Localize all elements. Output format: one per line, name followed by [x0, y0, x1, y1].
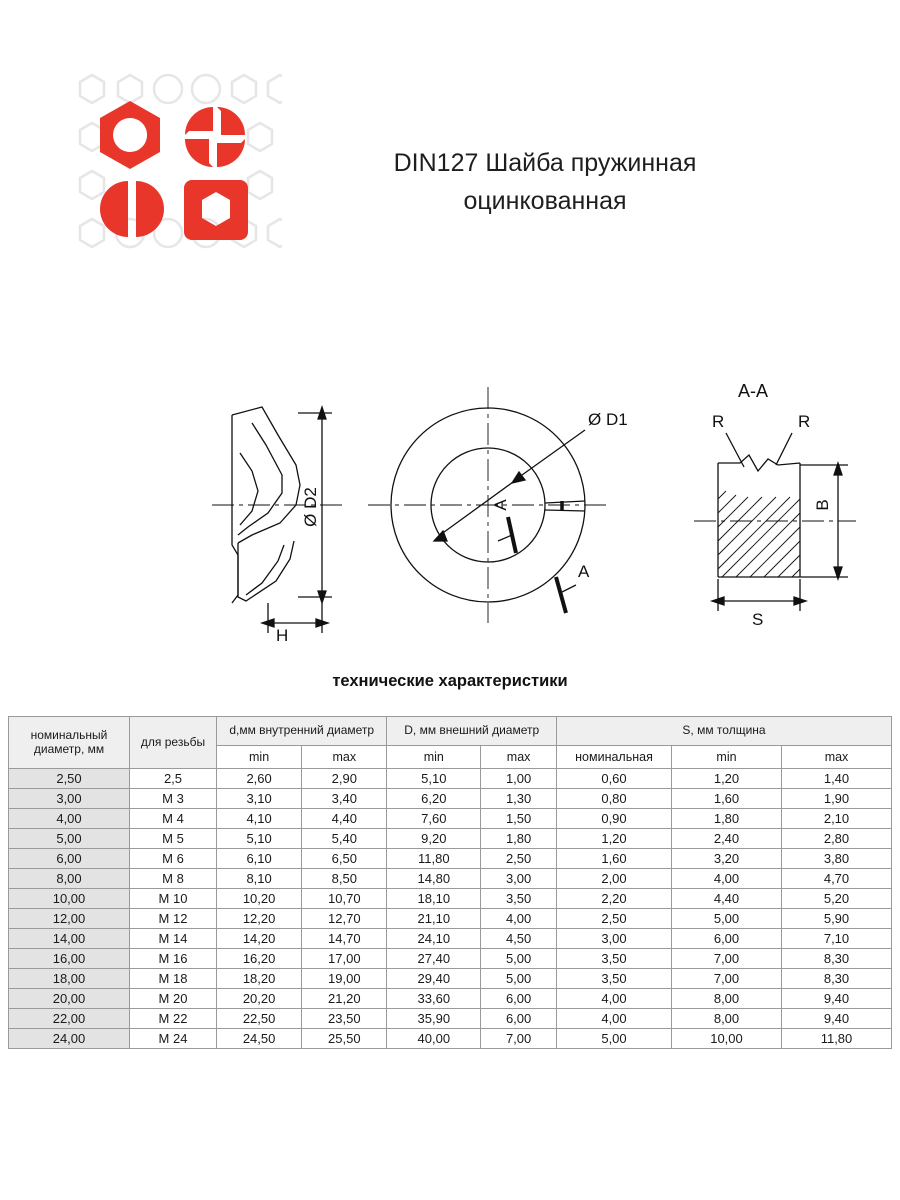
- table-row: [9, 989, 892, 1009]
- table-cell: 9,20: [387, 829, 481, 849]
- table-cell: 2,40: [672, 829, 782, 849]
- table-cell: 22,50: [217, 1009, 302, 1029]
- label-a-bottom: A: [578, 562, 590, 581]
- table-cell: 6,20: [387, 789, 481, 809]
- table-cell: М 20: [130, 989, 217, 1009]
- table-cell: 18,00: [9, 969, 130, 989]
- table-cell: М 22: [130, 1009, 217, 1029]
- table-cell: 2,10: [782, 809, 892, 829]
- table-cell: 8,00: [9, 869, 130, 889]
- table-cell: 10,70: [302, 889, 387, 909]
- page-header: [0, 40, 900, 260]
- page-title-line2: оцинкованная: [463, 186, 627, 215]
- table-cell: 18,10: [387, 889, 481, 909]
- table-cell: 21,20: [302, 989, 387, 1009]
- table-cell: 19,00: [302, 969, 387, 989]
- table-cell: 6,00: [481, 989, 557, 1009]
- page-title-line1: DIN127 Шайба пружинная: [393, 149, 697, 177]
- table-cell: 33,60: [387, 989, 481, 1009]
- table-cell: 5,00: [9, 829, 130, 849]
- spec-table-wrap: [8, 716, 892, 1049]
- table-cell: 6,00: [481, 1009, 557, 1029]
- table-cell: 7,00: [672, 969, 782, 989]
- table-cell: 23,50: [302, 1009, 387, 1029]
- table-cell: 14,00: [9, 929, 130, 949]
- table-cell: 10,20: [217, 889, 302, 909]
- table-cell: 0,60: [557, 769, 672, 789]
- table-cell: 5,00: [557, 1029, 672, 1049]
- table-cell: М 5: [130, 829, 217, 849]
- spec-table: [8, 716, 892, 1049]
- label-r-left: R: [712, 412, 725, 431]
- table-cell: 27,40: [387, 949, 481, 969]
- table-cell: 1,20: [557, 829, 672, 849]
- table-cell: 5,00: [672, 909, 782, 929]
- table-cell: 1,50: [481, 809, 557, 829]
- table-row: [9, 889, 892, 909]
- table-cell: 2,50: [9, 769, 130, 789]
- table-cell: М 12: [130, 909, 217, 929]
- table-cell: 3,00: [557, 929, 672, 949]
- table-cell: М 24: [130, 1029, 217, 1049]
- table-cell: 1,20: [672, 769, 782, 789]
- table-cell: 4,00: [557, 1009, 672, 1029]
- table-cell: 5,00: [481, 949, 557, 969]
- table-cell: 10,00: [9, 889, 130, 909]
- table-cell: 2,90: [302, 769, 387, 789]
- table-row: [9, 929, 892, 949]
- table-cell: 3,20: [672, 849, 782, 869]
- table-cell: 29,40: [387, 969, 481, 989]
- table-cell: 8,30: [782, 949, 892, 969]
- spec-table-body: [9, 769, 892, 1049]
- table-cell: 1,30: [481, 789, 557, 809]
- table-cell: 6,10: [217, 849, 302, 869]
- table-cell: 0,80: [557, 789, 672, 809]
- col-header-nominal-diameter: номинальный диаметр, мм: [9, 717, 130, 769]
- col-header-outer-diameter: D, мм внешний диаметр: [387, 717, 557, 746]
- table-cell: 20,20: [217, 989, 302, 1009]
- table-cell: 5,20: [782, 889, 892, 909]
- table-cell: 12,70: [302, 909, 387, 929]
- table-cell: 24,10: [387, 929, 481, 949]
- table-cell: М 6: [130, 849, 217, 869]
- table-cell: М 10: [130, 889, 217, 909]
- table-cell: 14,80: [387, 869, 481, 889]
- sub-header-d-max: max: [302, 746, 387, 769]
- table-cell: 1,60: [557, 849, 672, 869]
- table-cell: 3,50: [557, 969, 672, 989]
- table-cell: 24,50: [217, 1029, 302, 1049]
- table-cell: 5,00: [481, 969, 557, 989]
- table-cell: 7,00: [481, 1029, 557, 1049]
- page-title: [330, 145, 760, 220]
- table-cell: 5,10: [387, 769, 481, 789]
- table-cell: 22,00: [9, 1009, 130, 1029]
- table-cell: М 4: [130, 809, 217, 829]
- table-cell: 3,00: [9, 789, 130, 809]
- table-cell: 8,10: [217, 869, 302, 889]
- table-row: [9, 849, 892, 869]
- label-a-top: A: [491, 499, 510, 511]
- table-cell: 2,80: [782, 829, 892, 849]
- table-cell: 5,90: [782, 909, 892, 929]
- table-cell: 14,20: [217, 929, 302, 949]
- table-cell: 3,80: [782, 849, 892, 869]
- table-cell: 10,00: [672, 1029, 782, 1049]
- table-cell: 4,00: [557, 989, 672, 1009]
- table-cell: М 16: [130, 949, 217, 969]
- table-cell: 40,00: [387, 1029, 481, 1049]
- table-cell: 1,40: [782, 769, 892, 789]
- table-row: [9, 829, 892, 849]
- table-cell: 21,10: [387, 909, 481, 929]
- label-s: S: [752, 610, 764, 629]
- table-cell: 8,00: [672, 1009, 782, 1029]
- table-cell: 0,90: [557, 809, 672, 829]
- label-r-right: R: [798, 412, 811, 431]
- sub-header-D-max: max: [481, 746, 557, 769]
- table-cell: 4,70: [782, 869, 892, 889]
- table-cell: 4,10: [217, 809, 302, 829]
- table-cell: 24,00: [9, 1029, 130, 1049]
- table-row: [9, 909, 892, 929]
- table-cell: 3,10: [217, 789, 302, 809]
- label-h: H: [276, 626, 289, 645]
- table-cell: 1,80: [481, 829, 557, 849]
- table-cell: М 14: [130, 929, 217, 949]
- table-row: [9, 869, 892, 889]
- table-cell: М 18: [130, 969, 217, 989]
- table-group-header-row: [9, 717, 892, 746]
- sub-header-s-nominal: номинальная: [557, 746, 672, 769]
- table-cell: 8,30: [782, 969, 892, 989]
- drawing-caption: технические характеристики: [332, 672, 568, 690]
- table-cell: 12,20: [217, 909, 302, 929]
- sub-header-s-min: min: [672, 746, 782, 769]
- table-row: [9, 1029, 892, 1049]
- table-cell: 18,20: [217, 969, 302, 989]
- table-row: [9, 809, 892, 829]
- table-cell: 4,50: [481, 929, 557, 949]
- sub-header-D-min: min: [387, 746, 481, 769]
- table-cell: 7,10: [782, 929, 892, 949]
- table-cell: 16,00: [9, 949, 130, 969]
- table-cell: 6,50: [302, 849, 387, 869]
- table-cell: 3,50: [557, 949, 672, 969]
- table-row: [9, 949, 892, 969]
- table-cell: 4,40: [302, 809, 387, 829]
- table-cell: 2,20: [557, 889, 672, 909]
- table-cell: 12,00: [9, 909, 130, 929]
- table-cell: 2,50: [481, 849, 557, 869]
- table-cell: 2,50: [557, 909, 672, 929]
- table-cell: 4,40: [672, 889, 782, 909]
- table-cell: 4,00: [481, 909, 557, 929]
- table-cell: 3,50: [481, 889, 557, 909]
- table-row: [9, 1009, 892, 1029]
- table-cell: 5,40: [302, 829, 387, 849]
- label-section-aa: A-A: [738, 381, 769, 401]
- table-cell: 4,00: [9, 809, 130, 829]
- table-cell: М 8: [130, 869, 217, 889]
- table-cell: 2,5: [130, 769, 217, 789]
- table-cell: 17,00: [302, 949, 387, 969]
- table-cell: 11,80: [387, 849, 481, 869]
- table-cell: 14,70: [302, 929, 387, 949]
- col-header-thread: для резьбы: [130, 717, 217, 769]
- table-cell: 7,00: [672, 949, 782, 969]
- table-cell: 6,00: [672, 929, 782, 949]
- col-header-inner-diameter: d,мм внутренний диаметр: [217, 717, 387, 746]
- table-cell: 5,10: [217, 829, 302, 849]
- table-cell: 16,20: [217, 949, 302, 969]
- table-row: [9, 769, 892, 789]
- table-row: [9, 789, 892, 809]
- table-cell: 9,40: [782, 1009, 892, 1029]
- table-cell: 25,50: [302, 1029, 387, 1049]
- table-cell: 1,80: [672, 809, 782, 829]
- label-b: B: [813, 499, 832, 511]
- table-row: [9, 969, 892, 989]
- label-d2: Ø D2: [301, 487, 320, 527]
- table-cell: 7,60: [387, 809, 481, 829]
- col-header-thickness: S, мм толщина: [557, 717, 892, 746]
- table-cell: 2,60: [217, 769, 302, 789]
- table-cell: 8,50: [302, 869, 387, 889]
- table-cell: М 3: [130, 789, 217, 809]
- table-cell: 8,00: [672, 989, 782, 1009]
- table-cell: 1,90: [782, 789, 892, 809]
- table-cell: 1,60: [672, 789, 782, 809]
- table-cell: 3,40: [302, 789, 387, 809]
- table-cell: 6,00: [9, 849, 130, 869]
- fastener-logo: [62, 60, 282, 270]
- table-cell: 2,00: [557, 869, 672, 889]
- table-cell: 1,00: [481, 769, 557, 789]
- label-d1: Ø D1: [588, 410, 628, 429]
- table-cell: 3,00: [481, 869, 557, 889]
- sub-header-s-max: max: [782, 746, 892, 769]
- table-cell: 35,90: [387, 1009, 481, 1029]
- table-cell: 11,80: [782, 1029, 892, 1049]
- table-cell: 20,00: [9, 989, 130, 1009]
- sub-header-d-min: min: [217, 746, 302, 769]
- table-cell: 9,40: [782, 989, 892, 1009]
- table-cell: 4,00: [672, 869, 782, 889]
- technical-drawing: [0, 345, 900, 675]
